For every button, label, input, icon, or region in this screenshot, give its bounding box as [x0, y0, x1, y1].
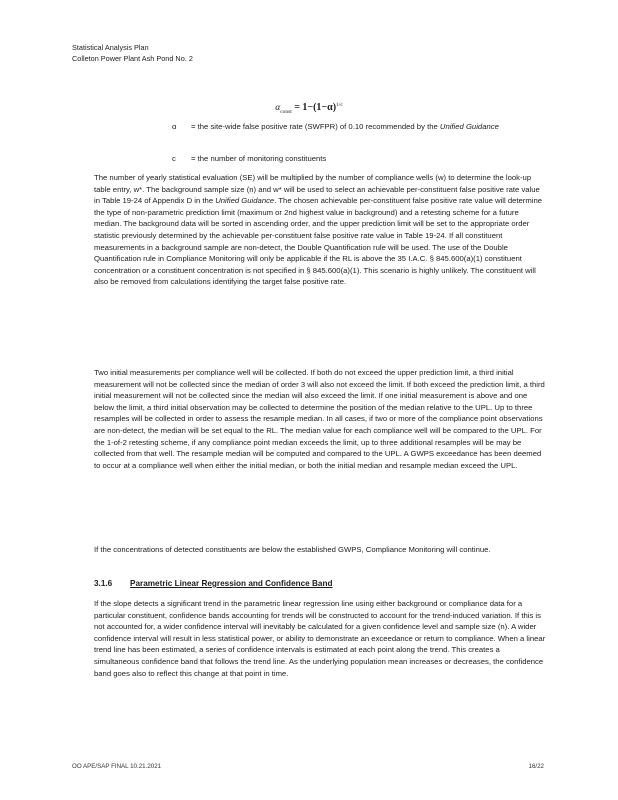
definition-text: = the site-wide false positive rate (SWFPR) of 0.10 recommended by the: [191, 122, 440, 131]
paragraph-confidence-band: [94, 598, 546, 679]
paragraph-lookup-table: [94, 172, 546, 288]
paragraph-italic-text: Unified Guidance: [215, 196, 275, 206]
paragraph-text: Two initial measurements per compliance well will be collected. If both do not exceed the upper prediction limit, a third initial measurement will not be collected since the median of order 3 will also not exceed the limit. If both exceed the prediction limit, a third initial measurement will not be collected since the median will also exceed the limit. If one initial measurement is above and one below the limit, a third initial observation may be collected to determine the position of the median relative to the UPL. Up to three resamples will be collected in order to assess the resample median. In all cases, if two or more of the compliance point observations are non-detect, the median will be set equal to the RL. The median value for each compliance well will be compared to the UPL. For the 1-of-2 retesting scheme, if any compliance point median exceeds the limit, up to three additional resamples will be may be collected from that well. The resample median will be computed and compared to the UPL. A GWPS exceedance has been deemed to occur at a compliance well when either the initial median, or both the initial median and resample median exceed the UPL.: [94, 368, 545, 470]
definition-text: = the number of monitoring constituents: [191, 154, 327, 163]
formula-alpha: α: [275, 103, 281, 114]
paragraph-text: The number of yearly statistical evaluation (SE) will be multiplied by the number of compliance wells (w) to determine the look-up table entry, w*. The background sample size (n) and w* will be used to select an achievable per-constituent false positive rate value in Table 19-24 of Appendix D in the: [94, 173, 540, 206]
definition-symbol: c: [172, 154, 176, 163]
formula-exponent: 1/c: [336, 102, 343, 108]
formula-expression: = 1−(1−α): [294, 102, 337, 114]
definition-c: [172, 153, 532, 165]
section-number: 3.1.6: [94, 579, 113, 588]
definition-symbol: α: [172, 122, 177, 131]
swfpr-formula: [0, 99, 618, 118]
paragraph-text: If the slope detects a significant trend in the parametric linear regression line using either background or compliance data for a particular constituent, confidence bands accounting for trends will be constructed to account for the trend-induced variation. If this is not accounted for, a wider confidence interval will inevitably be calculated for a given confidence level and sample size (n). A wider confidence interval will result in less statistical power, or ability to demonstrate an exceedance or return to compliance. When a linear trend line has been estimated, a series of confidence intervals is estimated at each point along the trend. This creates a simultaneous confidence band that follows the trend line. As the underlying population mean increases or decreases, the confidence band goes also to reflect this change at that point in time.: [94, 599, 546, 678]
paragraph-text: If the concentrations of detected constituents are below the established GWPS, Compliance Monitoring will continue.: [94, 545, 491, 554]
paragraph-compliance-monitoring: [94, 544, 546, 556]
paragraph-initial-measurements: [94, 367, 546, 471]
formula-subscript: const: [280, 109, 292, 116]
page-header: [72, 43, 193, 64]
footer-page-number: 16/22: [528, 763, 544, 770]
header-subtitle: Colleton Power Plant Ash Pond No. 2: [72, 53, 193, 63]
header-title: Statistical Analysis Plan: [72, 43, 149, 52]
section-title: Parametric Linear Regression and Confidence Band: [130, 579, 333, 588]
paragraph-text: . The chosen achievable per-constituent false positive rate value will determine the type of non-parametric prediction limit (maximum or 2nd highest value in background) and a retesting scheme for a future median. The background data will be sorted in ascending order, and the upper prediction limit will be set to the appropriate order statistic previously determined by the achievable per-constituent false positive rate value in Table 19-24. If all constituent measurements in a background sample are non-detect, the Double Quantification rule will be used. The use of the Double Quantification rule in Compliance Monitoring will only be applicable if the RL is above the 35 I.A.C. § 845.600(a)(1) constituent concentration or a constituent concentration is not specified in § 845.600(a)(1). This scenario is highly unlikely. The constituent will also be removed from calculations identifying the target false positive rate.: [94, 196, 543, 287]
footer-document-id: OO APE/SAP FINAL 10.21.2021: [72, 763, 162, 770]
definition-italic-text: Unified Guidance: [439, 122, 499, 131]
section-heading: [94, 578, 332, 590]
definition-alpha: [172, 121, 532, 133]
